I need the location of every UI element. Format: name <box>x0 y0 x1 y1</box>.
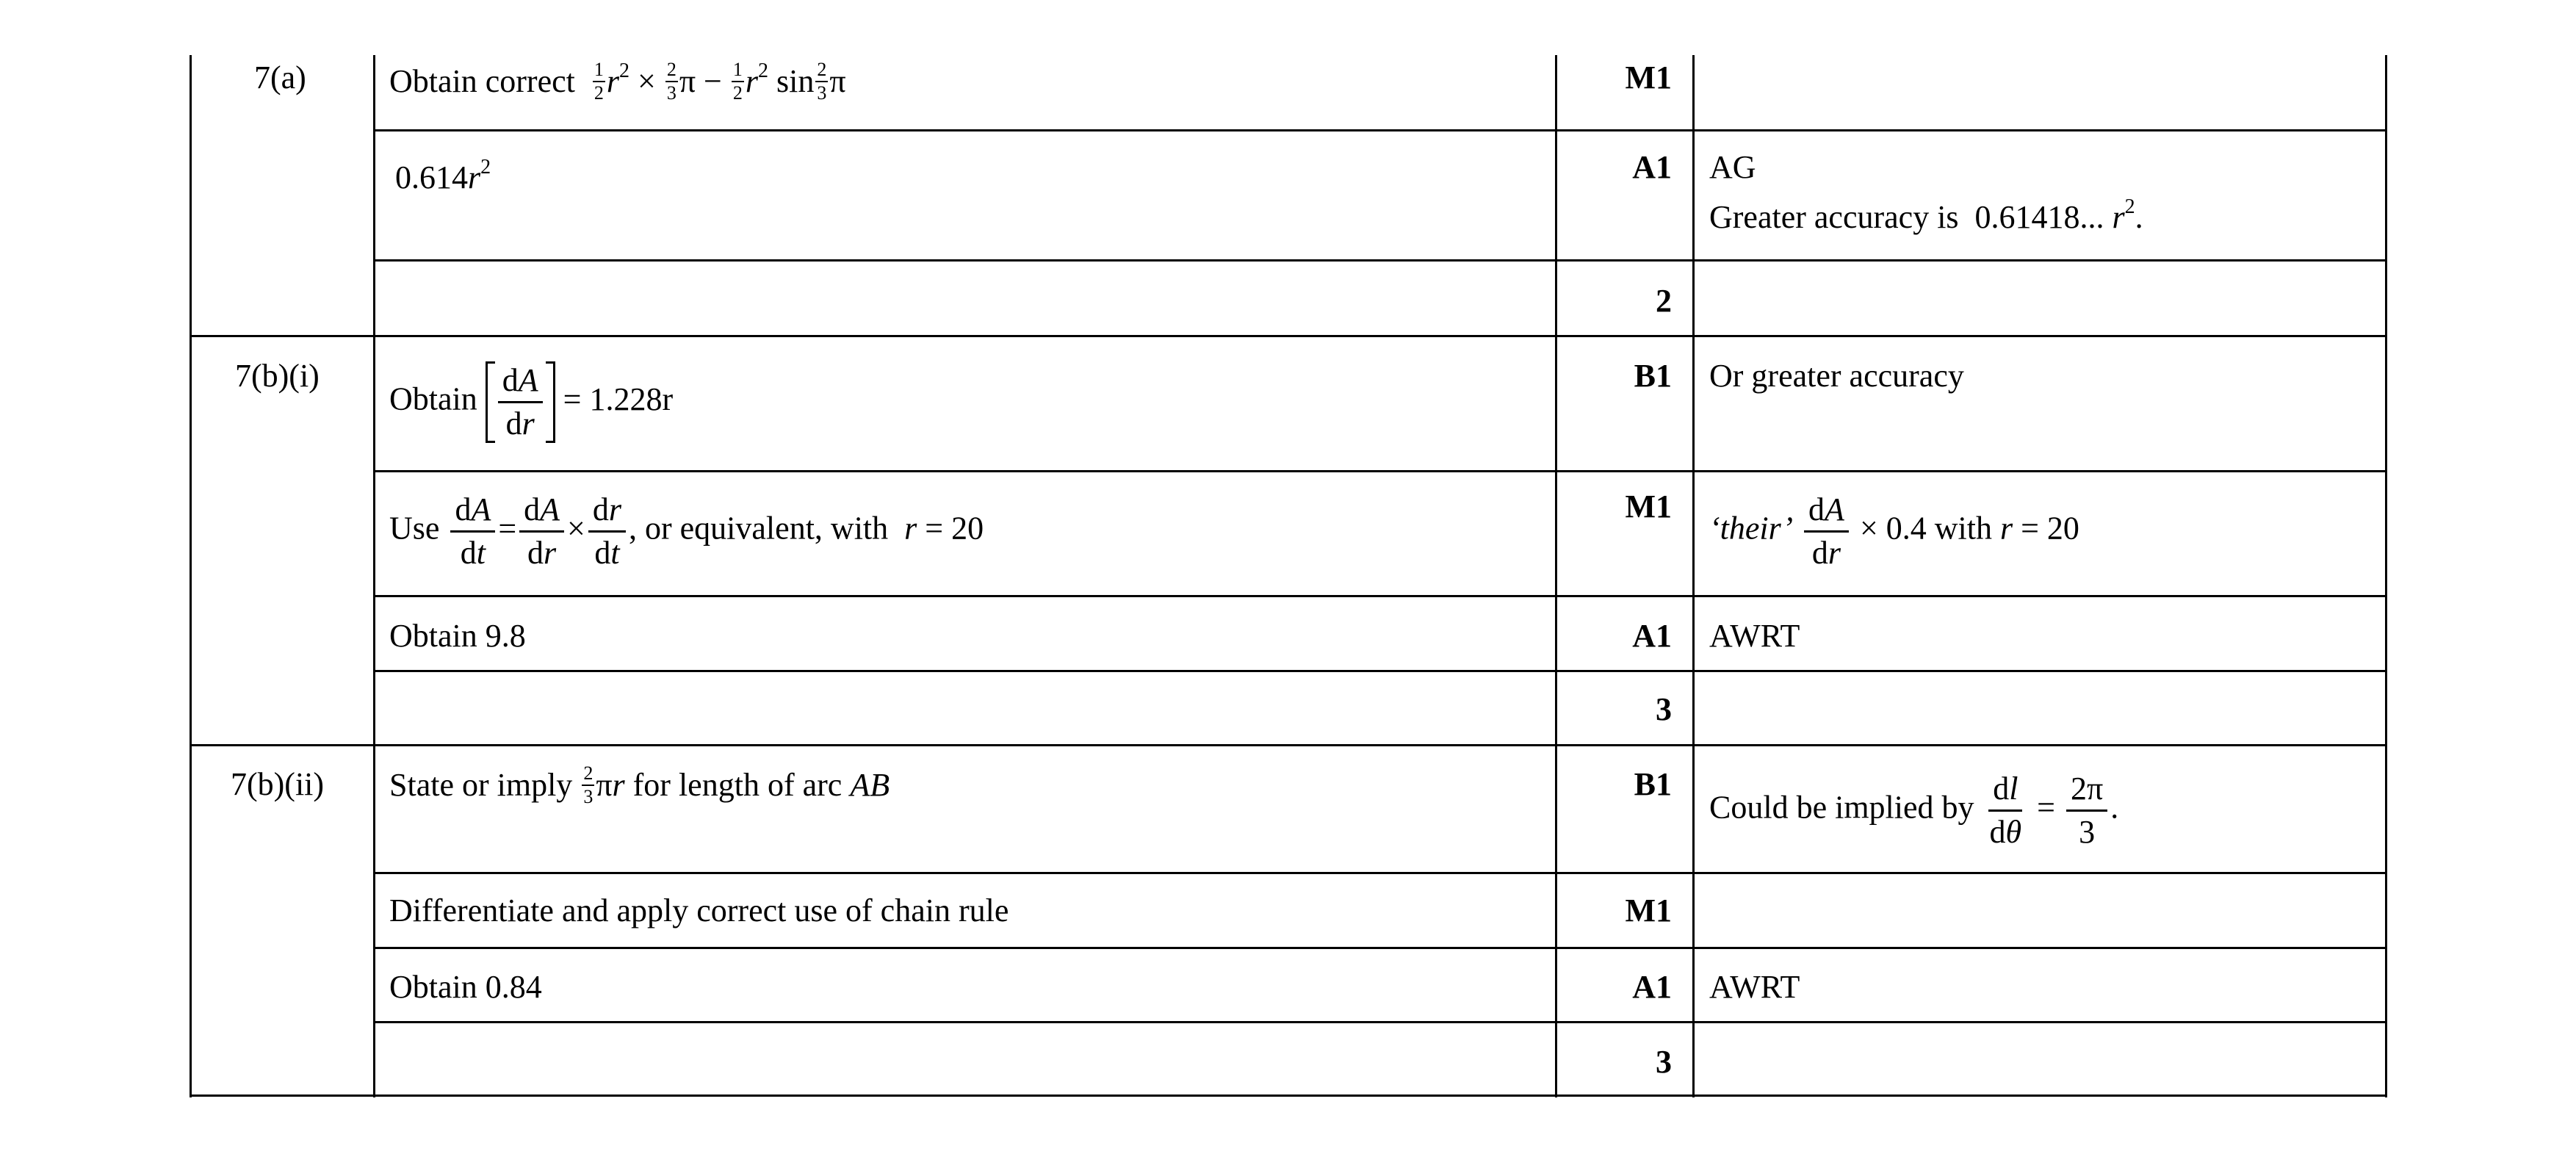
answer-text: Obtain 9.8 <box>389 618 526 654</box>
answer-suffix: for length of arc <box>632 767 843 804</box>
answer-text: Differentiate and apply correct use of chain rule <box>389 892 1009 928</box>
answer-cell <box>389 59 846 106</box>
question-number: 7(a) <box>254 59 306 95</box>
arc-label: AB <box>850 767 890 804</box>
table-left-border <box>190 746 192 1097</box>
mark-total: 3 <box>1656 1044 1672 1080</box>
answer-text: Obtain 0.84 <box>389 969 542 1005</box>
question-number: 7(b)(i) <box>235 358 320 394</box>
row-divider <box>373 947 2387 949</box>
row-divider <box>373 129 2387 131</box>
guidance-cell <box>1709 491 2079 571</box>
table-left-border <box>190 336 192 746</box>
answer-formula: $\frac{1}{2}$ $r^2$ × $\frac{2}{3}$ π − $\frac{1}{2}$ $r^2$ sin $\frac{2}{3}$ π <box>594 59 846 104</box>
row-divider <box>373 595 2387 597</box>
mark-value: B1 <box>1634 358 1672 394</box>
mark-value: M1 <box>1625 59 1672 95</box>
answer-prefix: Obtain correct <box>389 63 575 100</box>
guidance-text: AWRT <box>1709 618 1800 654</box>
guidance-fraction: $\frac{dl}{d\theta}$ <box>1989 771 2022 850</box>
answer-formula: dA dr = 1.228r <box>486 381 673 417</box>
mark-value: A1 <box>1632 969 1672 1005</box>
guidance-text: AG <box>1709 149 1756 185</box>
table-left-border <box>190 55 192 336</box>
answer-cell <box>389 361 673 443</box>
answer-formula: $0.614r^2$ <box>395 156 491 195</box>
question-number: 7(b)(ii) <box>231 766 325 802</box>
mark-value: M1 <box>1625 488 1672 524</box>
guidance-text: Greater accuracy is 0.61418... $r^2$. <box>1709 195 2143 235</box>
answer-cell <box>389 491 984 571</box>
mark-value: A1 <box>1632 149 1672 185</box>
answer-formula: $\frac{2}{3}$ πr <box>583 762 625 807</box>
guidance-text: AWRT <box>1709 969 1800 1005</box>
guidance-cell: Could be implied by $\frac{dl}{d\theta}$ = $\frac{2\pi}{3}$ . <box>1709 771 2119 850</box>
row-divider <box>373 470 2387 472</box>
row-divider <box>373 670 2387 672</box>
guidance-fraction: $\frac{2\pi}{3}$ <box>2066 773 2107 848</box>
answer-prefix: State or imply <box>389 767 573 804</box>
answer-cell <box>389 762 890 809</box>
guidance-prefix: Could be implied by <box>1709 789 1974 826</box>
mark-total: 2 <box>1656 283 1672 319</box>
guidance-suffix: × 0.4 with r = 20 <box>1859 510 2079 547</box>
mark-value: M1 <box>1625 892 1672 928</box>
table-bottom-border <box>190 1095 2387 1097</box>
mark-value: B1 <box>1634 766 1672 802</box>
answer-condition: r = 20 <box>904 510 984 547</box>
mark-total: 3 <box>1656 691 1672 727</box>
guidance-column-left <box>1692 55 1695 1097</box>
answer-suffix: , or equivalent, with <box>629 510 889 547</box>
guidance-fraction: $\frac{dA}{dr}$ <box>1804 494 1849 569</box>
question-divider <box>190 744 2387 746</box>
table-right-border <box>2385 55 2387 1097</box>
guidance-prefix: ‘their’ <box>1709 510 1794 547</box>
answer-prefix: Obtain <box>389 381 477 417</box>
answer-formula: $\frac{dA}{dt}$ = $\frac{dA}{dr}$ × $\frac{dr}{dt}$ <box>447 511 629 547</box>
row-divider <box>373 259 2387 262</box>
row-divider <box>373 1021 2387 1023</box>
row-divider <box>373 872 2387 874</box>
mark-value: A1 <box>1632 618 1672 654</box>
answer-column-left <box>373 55 375 1097</box>
question-divider <box>190 335 2387 337</box>
guidance-text: Or greater accuracy <box>1709 358 1964 394</box>
marks-column-left <box>1555 55 1557 1097</box>
answer-prefix: Use <box>389 510 440 547</box>
